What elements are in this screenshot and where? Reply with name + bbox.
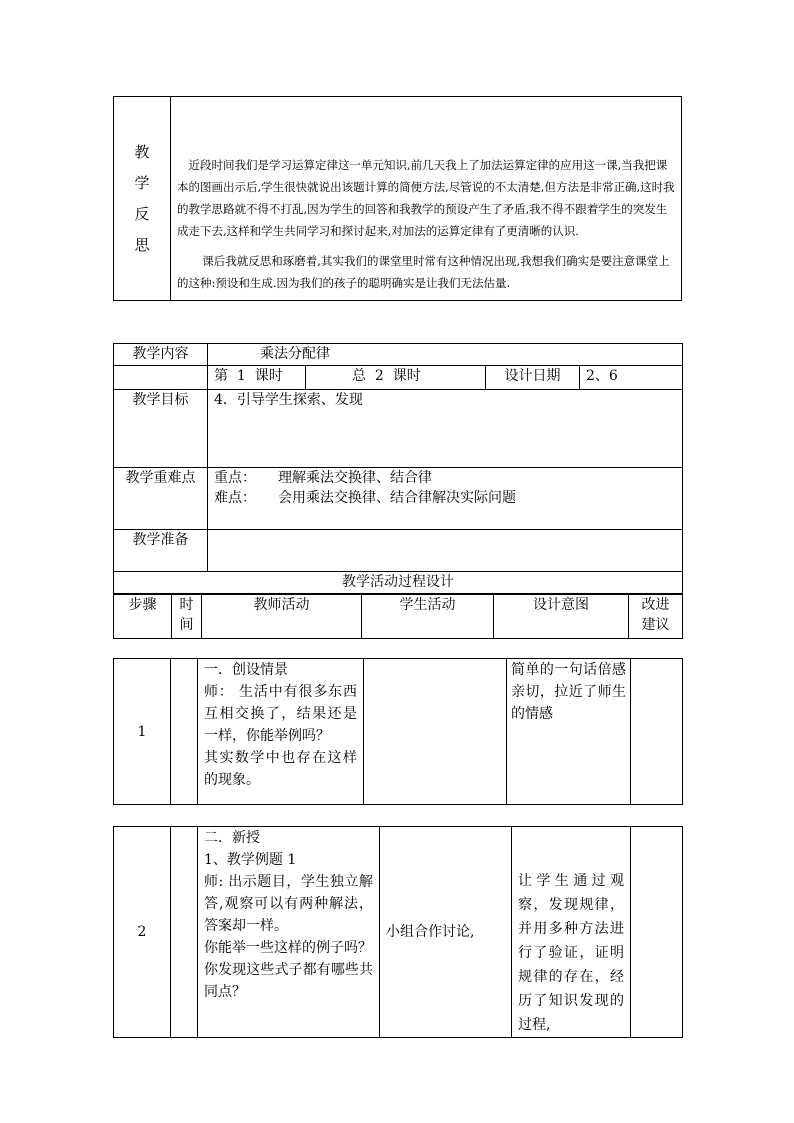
- process-header-table: [113, 594, 683, 639]
- teacher-line: 你发现这些式子都有哪些共同点？: [204, 962, 373, 1000]
- step-number: 1: [114, 659, 171, 805]
- content-label: 教学内容: [114, 344, 208, 366]
- step-student-activity: [364, 659, 507, 805]
- teacher-line: 师： 生活中有很多东西互相交换了，结果还是一样，你能举例吗？: [204, 684, 357, 744]
- teacher-line: 1、教学例题 1: [204, 852, 297, 868]
- step-suggest: [631, 827, 683, 1038]
- reflection-label-char: 教: [134, 142, 150, 161]
- key-value: 理解乘法交换律、结合律: [278, 470, 432, 486]
- reflection-label-char: 学: [134, 173, 150, 192]
- total-cell: 总 2 课时: [306, 366, 486, 390]
- reflection-body: [171, 97, 682, 301]
- step-number: 2: [114, 827, 171, 1038]
- difficult-value: 会用乘法交换律、结合律解决实际问题: [278, 490, 516, 506]
- step-teacher-activity: [198, 659, 364, 805]
- goal-label: 教学目标: [114, 390, 208, 468]
- prep-label: 教学准备: [114, 530, 208, 572]
- step-intent: 简单的一句话倍感亲切，拉近了师生的情感: [507, 659, 631, 805]
- key-point-line: [214, 468, 682, 488]
- reflection-label: [114, 97, 171, 301]
- reflection-label-char: 思: [134, 235, 150, 254]
- teacher-line: 你能举一些这样的例子吗？: [204, 940, 372, 956]
- step-suggest: [631, 659, 683, 805]
- header-step: 步骤: [114, 595, 172, 639]
- step-intent: 让学生通过观察，发现规律，并用多种方法进行了验证，证明规律的存在，经历了知识发现的过程,: [512, 827, 631, 1038]
- keypoints-label: 教学重难点: [114, 468, 208, 530]
- date-value: 2、6: [580, 366, 683, 390]
- teacher-line: 二．新授: [204, 830, 260, 846]
- reflection-label-char: 反: [134, 204, 150, 223]
- header-intent: 设计意图: [494, 595, 629, 639]
- reflection-table: [113, 96, 682, 301]
- header-teacher: 教师活动: [202, 595, 362, 639]
- teacher-line: 其实数学中也存在这样的现象。: [204, 750, 357, 788]
- step-table: [113, 658, 683, 805]
- step-teacher-activity: [198, 827, 380, 1038]
- reflection-paragraph: 近段时间我们是学习运算定律这一单元知识,前几天我上了加法运算定律的应用这一课,当我把课本的图画出示后,学生很快就说出该题计算的简便方法,尽管说的不太清楚,但方法是非常正确,这时我的教学思路就不得不打乱,因为学生的回答和我教学的预设产生了矛盾,我不得不跟着学生的突发生成走下去,这样和学生共同学习和探讨起来,对加法的运算定律有了更清晰的认识.: [177, 158, 675, 238]
- teacher-line: 师: 出示题目，学生独立解答,观察可以有两种解法，答案却一样。: [204, 874, 373, 934]
- goal-value: 4．引导学生探索、发现: [208, 390, 683, 468]
- key-label: 重点：: [214, 470, 256, 486]
- step-time: [171, 827, 198, 1038]
- step-table: [113, 826, 683, 1038]
- lesson-info-table: [113, 343, 683, 594]
- prep-value: [208, 530, 683, 572]
- keypoints-value: [208, 468, 683, 530]
- step-student-activity: 小组合作讨论,: [380, 827, 512, 1038]
- date-label: 设计日期: [486, 366, 580, 390]
- header-time: 时间: [172, 595, 202, 639]
- reflection-paragraph: 课后我就反思和琢磨着,其实我们的课堂里时常有这种情况出现,我想我们确实是要注意课堂上的这种:预设和生成.因为我们的孩子的聪明确实是让我们无法估量.: [177, 254, 670, 290]
- header-suggest: 改进建议: [629, 595, 683, 639]
- process-title: 教学活动过程设计: [114, 572, 683, 594]
- content-value: 乘法分配律: [208, 344, 683, 366]
- teacher-line: 一．创设情景: [204, 662, 288, 678]
- difficult-point-line: [214, 488, 682, 508]
- step-time: [171, 659, 198, 805]
- header-student: 学生活动: [362, 595, 494, 639]
- empty-cell: [114, 366, 208, 390]
- difficult-label: 难点：: [214, 490, 256, 506]
- period-cell: 第 1 课时: [208, 366, 306, 390]
